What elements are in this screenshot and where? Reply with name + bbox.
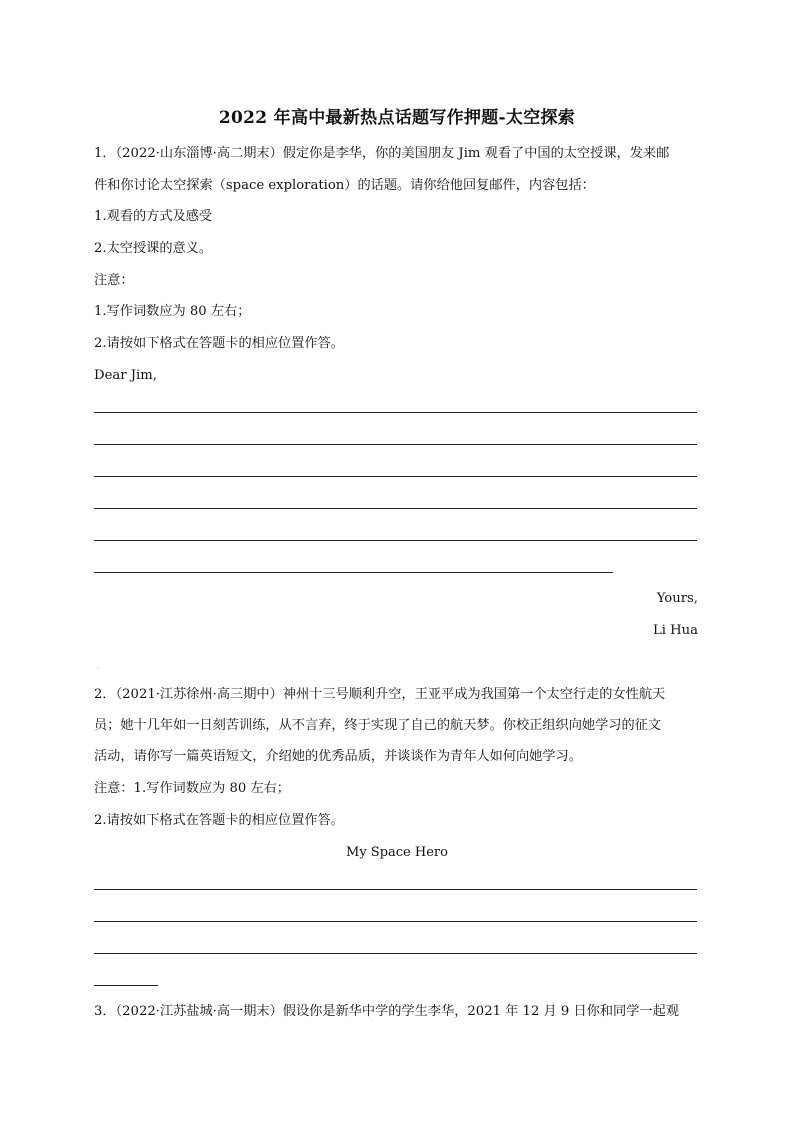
q1-answer-line-5[interactable] [94,540,697,541]
q2-essay-title: My Space Hero [346,845,448,860]
q1-answer-line-4[interactable] [94,508,697,509]
q1-closing: Yours, [656,591,698,606]
q1-note-2: 2.请按如下格式在答题卡的相应位置作答。 [94,336,344,351]
q1-answer-line-2[interactable] [94,444,697,445]
q1-signature: Li Hua [652,623,698,638]
q1-prompt-line-2: 件和你讨论太空探索（space exploration）的话题。请你给他回复邮件，内容包括： [94,178,595,193]
q1-note-1: 1.写作词数应为 80 左右； [94,304,251,319]
page-title: 2022 年高中最新热点话题写作押题-太空探索 [218,108,576,128]
q1-answer-line-1[interactable] [94,412,697,413]
q2-answer-line-4[interactable] [94,985,158,986]
q2-prompt-line-2: 员；她十几年如一日刻苦训练，从不言弃，终于实现了自己的航天梦。你校正组织向她学习的征文 [94,718,662,733]
q1-point-2: 2.太空授课的意义。 [94,241,213,256]
q2-answer-line-2[interactable] [94,921,697,922]
q2-prompt-line-3: 活动，请你写一篇英语短文，介绍她的优秀品质，并谈谈作为青年人如何向她学习。 [94,749,582,764]
stray-mark: · [97,664,100,673]
q2-note-2: 2.请按如下格式在答题卡的相应位置作答。 [94,813,344,828]
q2-note-1: 注意：1.写作词数应为 80 左右； [94,781,290,796]
q1-point-1: 1.观看的方式及感受 [94,209,213,224]
q3-prompt-line-1: 3．（2022·江苏盐城·高一期末）假设你是新华中学的学生李华，2021 年 12 月 9 日你和同学一起观 [94,1004,679,1019]
q2-answer-line-3[interactable] [94,953,697,954]
q1-note-label: 注意： [94,273,134,288]
q1-salutation: Dear Jim, [94,368,157,383]
q1-answer-line-6[interactable] [94,572,613,573]
q2-prompt-line-1: 2．（2021·江苏徐州·高三期中）神州十三号顺利升空，王亚平成为我国第一个太空行走的女性航天 [94,687,666,702]
q2-answer-line-1[interactable] [94,889,697,890]
q1-answer-line-3[interactable] [94,476,697,477]
q1-prompt-line-1: 1．（2022·山东淄博·高二期末）假定你是李华，你的美国朋友 Jim 观看了中国的太空授课，发来邮 [94,146,670,161]
